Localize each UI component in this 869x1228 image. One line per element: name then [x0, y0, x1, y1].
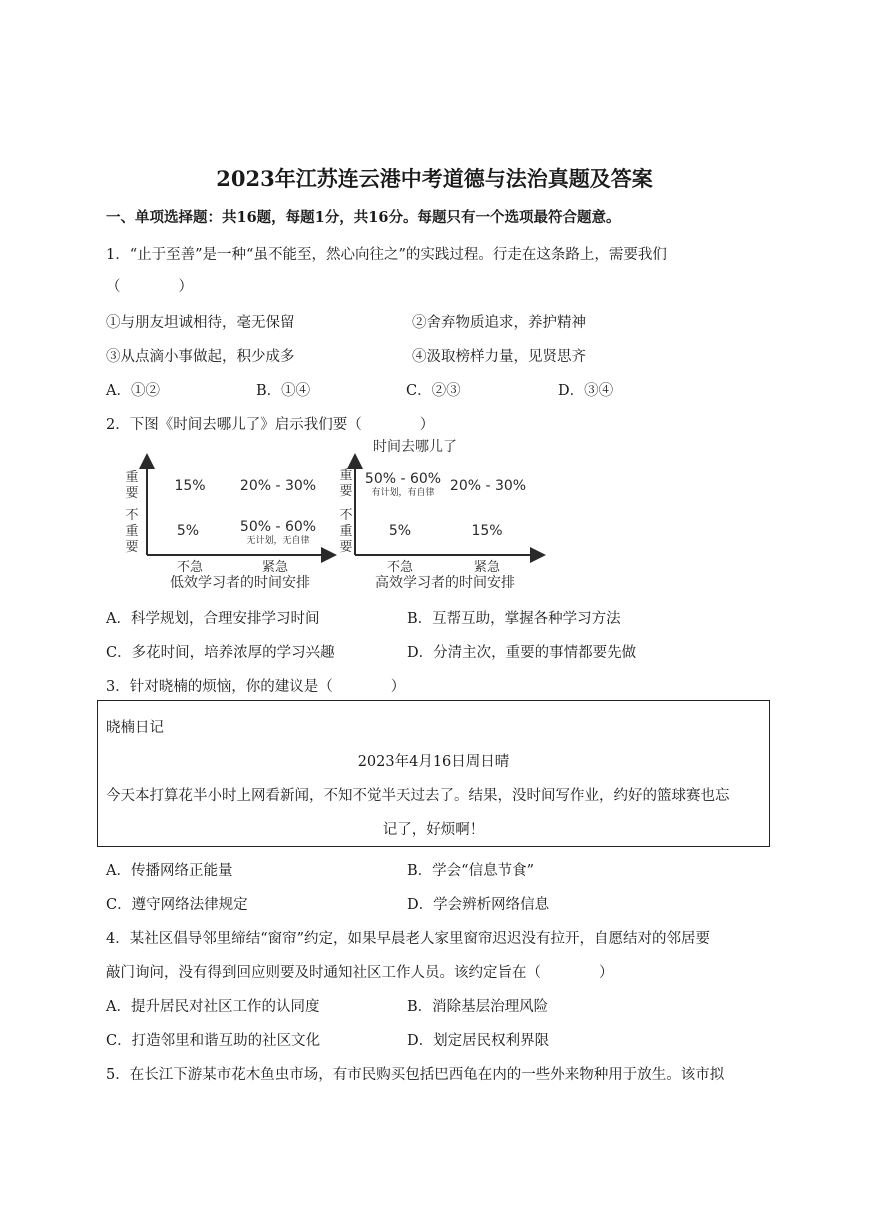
left-cell-unimportant-urgent-note: 无计划，无自律	[246, 536, 310, 546]
q3-option-b: B．学会“信息节食”	[407, 863, 534, 879]
left-caption: 低效学习者的时间安排	[170, 575, 310, 591]
left-y-label-important	[125, 470, 138, 501]
q1-stem-line1: 1．“止于至善”是一种“虽不能至，然心向往之”的实践过程。行走在这条路上，需要我们	[106, 247, 667, 263]
page-title: 2023年江苏连云港中考道德与法治真题及答案	[216, 166, 653, 191]
q2-option-b: B．互帮互助，掌握各种学习方法	[407, 611, 621, 627]
q3-option-c: C．遵守网络法律规定	[106, 897, 248, 913]
right-caption: 高效学习者的时间安排	[375, 575, 515, 591]
right-y-top-char1: 重	[339, 468, 353, 483]
q4-stem-line2: 敲门询问，没有得到回应则要及时通知社区工作人员。该约定旨在（ ）	[106, 965, 614, 981]
q5-stem-line1: 5．在长江下游某市花木鱼虫市场，有市民购买包括巴西龟在内的一些外来物种用于放生。该市拟	[106, 1067, 725, 1083]
diary-line1: 今天本打算花半小时上网看新闻，不知不觉半天过去了。结果，没时间写作业，约好的篮球赛也忘	[106, 788, 730, 804]
left-y-label-unimportant	[125, 508, 138, 555]
q3-stem: 3．针对晓楠的烦恼，你的建议是（ ）	[106, 679, 406, 695]
left-y-bottom-char1: 不	[125, 508, 139, 523]
left-x-label-not-urgent: 不急	[176, 560, 204, 575]
right-y-bottom-char1: 不	[339, 508, 353, 523]
q1-statement-2: ②舍弃物质追求，养护精神	[412, 315, 586, 331]
left-cell-important-not-urgent: 15%	[174, 478, 206, 494]
right-x-label-urgent: 紧急	[473, 560, 501, 575]
left-cell-unimportant-urgent: 50% - 60%	[239, 519, 317, 535]
left-y-top-char1: 重	[125, 470, 139, 485]
right-cell-important-not-urgent: 50% - 60%	[364, 471, 442, 487]
q1-statement-3: ③从点滴小事做起，积少成多	[106, 349, 295, 365]
q4-option-c: C．打造邻里和谐互助的社区文化	[106, 1033, 321, 1049]
diary-date: 2023年4月16日周日晴	[357, 754, 510, 770]
right-x-label-not-urgent: 不急	[386, 560, 414, 575]
q1-statement-4: ④汲取榜样力量，见贤思齐	[412, 349, 586, 365]
right-cell-unimportant-urgent: 15%	[471, 523, 503, 539]
q4-option-b: B．消除基层治理风险	[407, 999, 549, 1015]
left-cell-important-urgent: 20% - 30%	[239, 478, 317, 494]
q4-option-d: D．划定居民权利界限	[407, 1033, 550, 1049]
right-y-top-char2: 要	[339, 484, 353, 499]
q1-option-b: B．①④	[256, 383, 311, 399]
q1-option-c: C．②③	[406, 383, 461, 399]
time-allocation-figure	[110, 435, 550, 595]
left-y-bottom-char2: 重	[125, 524, 139, 539]
q1-statement-1: ①与朋友坦诚相待，毫无保留	[106, 315, 295, 331]
left-y-bottom-char3: 要	[125, 540, 139, 555]
left-y-top-char2: 要	[125, 486, 139, 501]
left-x-label-urgent: 紧急	[261, 560, 289, 575]
right-y-label-unimportant	[339, 508, 352, 555]
q1-stem-line2: （ ）	[106, 279, 193, 295]
q4-option-a: A．提升居民对社区工作的认同度	[106, 999, 320, 1015]
q1-option-d: D．③④	[558, 383, 614, 399]
q1-option-a: A．①②	[106, 383, 160, 399]
right-y-bottom-char2: 重	[339, 524, 353, 539]
right-cell-important-not-urgent-note: 有计划，有自律	[371, 488, 435, 498]
right-y-label-important	[339, 468, 352, 499]
q3-option-a: A．传播网络正能量	[106, 863, 233, 879]
diary-line2: 记了，好烦啊！	[382, 822, 485, 838]
q2-stem: 2．下图《时间去哪儿了》启示我们要（ ）	[106, 417, 435, 433]
figure-title: 时间去哪儿了	[373, 439, 457, 455]
section-heading: 一、单项选择题：共16题，每题1分，共16分。每题只有一个选项最符合题意。	[106, 209, 621, 226]
q2-option-c: C．多花时间，培养浓厚的学习兴趣	[106, 645, 335, 661]
q2-option-a: A．科学规划，合理安排学习时间	[106, 611, 320, 627]
right-cell-unimportant-not-urgent: 5%	[388, 523, 412, 539]
q3-option-d: D．学会辨析网络信息	[407, 897, 550, 913]
left-cell-unimportant-not-urgent: 5%	[176, 523, 200, 539]
right-cell-important-urgent: 20% - 30%	[449, 478, 527, 494]
q4-stem-line1: 4．某社区倡导邻里缔结“窗帘”约定，如果早晨老人家里窗帘迟迟没有拉开，自愿结对的邻居要	[106, 931, 711, 947]
right-y-bottom-char3: 要	[339, 540, 353, 555]
q2-option-d: D．分清主次，重要的事情都要先做	[407, 645, 637, 661]
diary-title: 晓楠日记	[106, 720, 164, 736]
